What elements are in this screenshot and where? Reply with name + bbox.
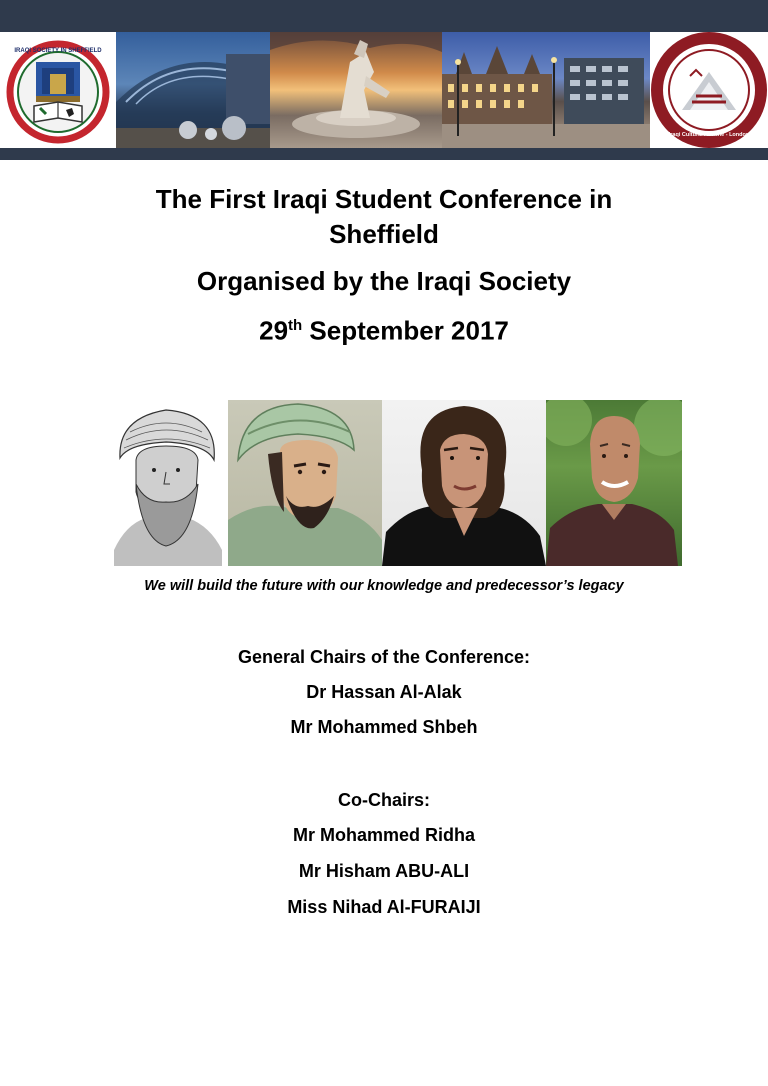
cultural-attache-logo — [650, 32, 768, 148]
date-day: 29 — [259, 315, 289, 346]
logo-lettering: IRAQI SOCIETY IN SHEFFIELD — [14, 48, 102, 54]
portrait-scholar-painting — [228, 400, 382, 566]
portrait-woman — [382, 400, 546, 566]
title-line-2: Sheffield — [329, 219, 439, 249]
date-rest: September 2017 — [302, 315, 509, 346]
co-chairs-heading: Co-Chairs: — [337, 790, 430, 810]
banner-photo-winter-garden — [116, 32, 270, 148]
co-chair-name: Mr Mohammed Ridha — [292, 825, 475, 845]
co-chair-name: Miss Nihad Al-FURAIJI — [287, 897, 481, 917]
title-line-1: The First Iraqi Student Conference in — [155, 184, 613, 214]
banner-photo-sculpture — [270, 32, 442, 148]
general-chair-name: Mr Mohammed Shbeh — [290, 717, 478, 737]
organiser-line: Organised by the Iraqi Society — [196, 266, 572, 296]
banner — [0, 32, 768, 148]
portrait-row — [106, 400, 682, 566]
portrait-scholar-engraving — [106, 400, 228, 566]
co-chair-name: Mr Hisham ABU-ALI — [298, 861, 470, 881]
general-chair-name: Dr Hassan Al-Alak — [306, 682, 462, 702]
portrait-man — [546, 400, 682, 566]
banner-bottom-bar — [0, 148, 768, 160]
conference-date — [0, 310, 768, 347]
date-suffix: th — [288, 317, 303, 334]
tagline: We will build the future with our knowledge and predecessor’s legacy — [144, 578, 624, 594]
banner-photo-town-hall — [442, 32, 650, 148]
iraqi-society-logo — [0, 32, 116, 148]
general-chairs-heading: General Chairs of the Conference: — [237, 647, 531, 667]
banner-top-bar — [0, 0, 768, 32]
logo-lettering: Iraqi Cultural Attaché - London — [668, 132, 750, 138]
